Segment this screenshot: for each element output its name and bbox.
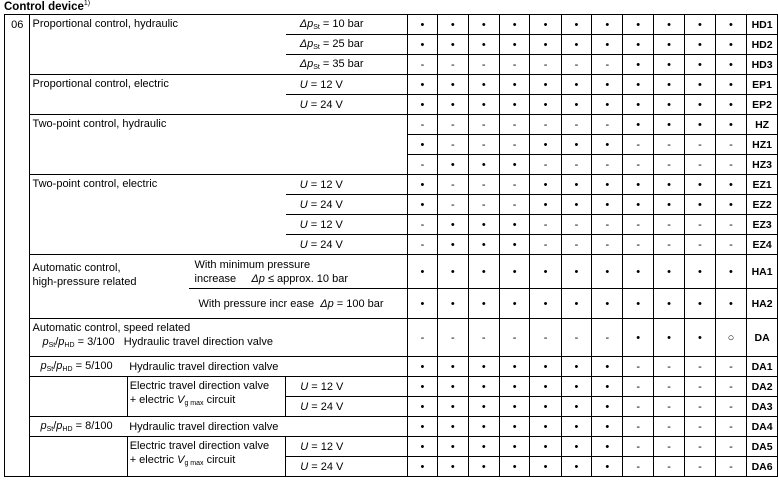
availability-mark: •	[685, 195, 715, 215]
availability-mark: •	[623, 319, 653, 357]
availability-mark: ○	[715, 319, 747, 357]
availability-mark: •	[561, 15, 591, 35]
availability-mark: •	[685, 35, 715, 55]
availability-mark: -	[561, 319, 591, 357]
availability-mark: •	[653, 319, 684, 357]
control-code: HA1	[747, 255, 778, 289]
control-device-table	[4, 14, 778, 477]
availability-mark: •	[561, 175, 591, 195]
availability-mark: •	[468, 75, 499, 95]
da5-valve: Electric travel direction valve + electric $V_{g max}$ circuit	[127, 437, 286, 477]
availability-mark: •	[530, 437, 561, 457]
availability-mark: -	[715, 397, 747, 417]
availability-mark: •	[715, 255, 747, 289]
availability-mark: •	[468, 255, 499, 289]
availability-mark: •	[592, 417, 623, 437]
control-code: EZ3	[747, 215, 778, 235]
availability-mark: -	[653, 235, 684, 255]
availability-mark: •	[561, 195, 591, 215]
availability-mark: •	[438, 35, 468, 55]
availability-mark: •	[468, 377, 499, 397]
availability-mark: -	[438, 195, 468, 215]
availability-mark: •	[407, 357, 437, 377]
availability-mark: •	[438, 235, 468, 255]
availability-mark: •	[499, 437, 529, 457]
availability-mark: -	[653, 377, 684, 397]
availability-mark: -	[653, 417, 684, 437]
control-code: HD1	[747, 15, 778, 35]
control-code: HZ1	[747, 135, 778, 155]
condition-cell: $\Delta p_{St} = 10$ bar	[286, 15, 408, 35]
availability-mark: -	[468, 55, 499, 75]
availability-mark: •	[561, 135, 591, 155]
availability-mark: -	[685, 235, 715, 255]
availability-mark: •	[407, 75, 437, 95]
availability-mark: -	[685, 215, 715, 235]
availability-mark: -	[592, 55, 623, 75]
availability-mark: •	[653, 35, 684, 55]
control-code: HA2	[747, 289, 778, 319]
availability-mark: •	[561, 357, 591, 377]
condition-cell: U = 12 V	[286, 215, 408, 235]
table-row	[5, 175, 778, 195]
availability-mark: •	[561, 255, 591, 289]
availability-mark: -	[653, 215, 684, 235]
availability-mark: -	[623, 397, 653, 417]
availability-mark: •	[685, 75, 715, 95]
availability-mark: -	[715, 235, 747, 255]
availability-mark: •	[623, 195, 653, 215]
availability-mark: •	[438, 397, 468, 417]
availability-mark: •	[468, 235, 499, 255]
availability-mark: -	[438, 115, 468, 135]
availability-mark: •	[530, 15, 561, 35]
availability-mark: -	[685, 135, 715, 155]
availability-mark: -	[592, 319, 623, 357]
availability-mark: •	[623, 55, 653, 75]
availability-mark: •	[438, 357, 468, 377]
availability-mark: •	[561, 437, 591, 457]
availability-mark: -	[530, 155, 561, 175]
availability-mark: •	[623, 255, 653, 289]
table-row	[5, 457, 778, 477]
availability-mark: -	[530, 319, 561, 357]
availability-mark: •	[438, 75, 468, 95]
availability-mark: •	[715, 115, 747, 135]
availability-mark: -	[468, 135, 499, 155]
availability-mark: •	[653, 175, 684, 195]
availability-mark: -	[623, 135, 653, 155]
footnote-ref: 1)	[83, 0, 91, 7]
ha2-condition: With pressure incr ease Δp = 100 bar	[189, 289, 408, 319]
availability-mark: •	[530, 377, 561, 397]
availability-mark: •	[468, 95, 499, 115]
availability-mark: •	[685, 319, 715, 357]
availability-mark: -	[530, 115, 561, 135]
availability-mark: •	[438, 457, 468, 477]
availability-mark: •	[407, 135, 437, 155]
availability-mark: -	[499, 55, 529, 75]
availability-mark: •	[592, 457, 623, 477]
control-code: DA3	[747, 397, 778, 417]
ratio-5-spacer	[30, 397, 127, 417]
availability-mark: •	[530, 95, 561, 115]
availability-mark: •	[499, 255, 529, 289]
table-row	[5, 377, 778, 397]
availability-mark: •	[407, 175, 437, 195]
availability-mark: •	[530, 457, 561, 477]
availability-mark: •	[715, 195, 747, 215]
availability-mark: -	[653, 135, 684, 155]
availability-mark: •	[499, 377, 529, 397]
availability-mark: •	[592, 437, 623, 457]
availability-mark: •	[592, 95, 623, 115]
availability-mark: -	[407, 55, 437, 75]
availability-mark: •	[407, 397, 437, 417]
availability-mark: •	[685, 289, 715, 319]
availability-mark: •	[715, 175, 747, 195]
availability-mark: •	[407, 289, 437, 319]
availability-mark: -	[685, 397, 715, 417]
availability-mark: •	[468, 457, 499, 477]
availability-mark: -	[468, 195, 499, 215]
availability-mark: -	[561, 235, 591, 255]
condition-cell: U = 12 V	[286, 175, 408, 195]
availability-mark: -	[499, 175, 529, 195]
availability-mark: •	[715, 55, 747, 75]
availability-mark: -	[468, 175, 499, 195]
table-row	[5, 75, 778, 95]
availability-mark: -	[407, 235, 437, 255]
availability-mark: -	[623, 155, 653, 175]
availability-mark: •	[407, 95, 437, 115]
availability-mark: •	[715, 35, 747, 55]
availability-mark: -	[653, 457, 684, 477]
condition-cell: $\Delta p_{St} = 35$ bar	[286, 55, 408, 75]
availability-mark: •	[407, 195, 437, 215]
condition-cell: U = 12 V	[286, 437, 408, 457]
availability-mark: -	[653, 437, 684, 457]
availability-mark: •	[407, 437, 437, 457]
group-label-hd: Proportional control, hydraulic	[30, 15, 286, 75]
availability-mark: •	[530, 35, 561, 55]
availability-mark: -	[715, 437, 747, 457]
availability-mark: -	[623, 215, 653, 235]
availability-mark: •	[653, 195, 684, 215]
availability-mark: -	[592, 235, 623, 255]
availability-mark: -	[499, 319, 529, 357]
availability-mark: •	[438, 155, 468, 175]
availability-mark: •	[438, 215, 468, 235]
availability-mark: -	[623, 235, 653, 255]
availability-mark: -	[592, 215, 623, 235]
availability-mark: •	[685, 175, 715, 195]
control-code: EZ2	[747, 195, 778, 215]
availability-mark: •	[438, 15, 468, 35]
condition-cell: U = 24 V	[286, 397, 408, 417]
control-code: HZ3	[747, 155, 778, 175]
availability-mark: •	[561, 377, 591, 397]
availability-mark: -	[685, 155, 715, 175]
availability-mark: -	[561, 115, 591, 135]
availability-mark: -	[438, 319, 468, 357]
availability-mark: •	[623, 95, 653, 115]
table-row	[5, 115, 778, 135]
section-title: Control device$^{1)}$	[4, 0, 91, 13]
availability-mark: •	[499, 15, 529, 35]
availability-mark: -	[407, 319, 437, 357]
availability-mark: •	[592, 255, 623, 289]
availability-mark: •	[468, 289, 499, 319]
availability-mark: •	[685, 255, 715, 289]
availability-mark: -	[685, 417, 715, 437]
ratio-8: $p_{St}/p_{HD} = 8/100$	[30, 417, 127, 437]
availability-mark: -	[623, 457, 653, 477]
availability-mark: •	[468, 155, 499, 175]
availability-mark: •	[715, 75, 747, 95]
table-row	[5, 397, 778, 417]
availability-mark: •	[499, 155, 529, 175]
availability-mark: •	[653, 115, 684, 135]
availability-mark: •	[561, 95, 591, 115]
availability-mark: •	[592, 397, 623, 417]
table-row	[5, 437, 778, 457]
availability-mark: -	[499, 195, 529, 215]
availability-mark: •	[407, 417, 437, 437]
group-label-ep: Proportional control, electric	[30, 75, 286, 115]
control-code: HD2	[747, 35, 778, 55]
availability-mark: •	[592, 135, 623, 155]
availability-mark: •	[438, 377, 468, 397]
availability-mark: -	[407, 115, 437, 135]
control-code: EP2	[747, 95, 778, 115]
availability-mark: -	[592, 155, 623, 175]
availability-mark: •	[653, 15, 684, 35]
control-code: DA1	[747, 357, 778, 377]
table-row	[5, 255, 778, 289]
availability-mark: •	[653, 289, 684, 319]
availability-mark: •	[653, 55, 684, 75]
availability-mark: •	[592, 35, 623, 55]
control-code: HZ	[747, 115, 778, 135]
table-row	[5, 357, 778, 377]
condition-cell: U = 24 V	[286, 235, 408, 255]
condition-cell: U = 12 V	[286, 75, 408, 95]
control-code: EP1	[747, 75, 778, 95]
availability-mark: •	[499, 95, 529, 115]
availability-mark: •	[685, 55, 715, 75]
da2-valve: Electric travel direction valve + electric $V_{g max}$ circuit	[127, 377, 286, 417]
availability-mark: •	[468, 15, 499, 35]
control-code: DA4	[747, 417, 778, 437]
availability-mark: •	[530, 289, 561, 319]
availability-mark: -	[685, 357, 715, 377]
availability-mark: •	[715, 95, 747, 115]
control-code: HD3	[747, 55, 778, 75]
availability-mark: -	[623, 357, 653, 377]
availability-mark: •	[623, 175, 653, 195]
availability-mark: -	[407, 215, 437, 235]
availability-mark: •	[561, 397, 591, 417]
group-label-ha: Automatic control, high-pressure related	[30, 255, 189, 319]
da1-valve: Hydraulic travel direction valve	[127, 357, 407, 377]
condition-cell: U = 24 V	[286, 95, 408, 115]
availability-mark: -	[561, 55, 591, 75]
availability-mark: -	[685, 437, 715, 457]
ratio-5: $p_{St}/p_{HD} = 5/100$	[30, 357, 127, 377]
availability-mark: •	[530, 417, 561, 437]
availability-mark: -	[438, 175, 468, 195]
availability-mark: •	[623, 35, 653, 55]
availability-mark: •	[468, 397, 499, 417]
availability-mark: -	[685, 377, 715, 397]
availability-mark: -	[715, 417, 747, 437]
availability-mark: •	[438, 95, 468, 115]
availability-mark: -	[623, 437, 653, 457]
group-label-ez: Two-point control, electric	[30, 175, 286, 255]
availability-mark: -	[468, 319, 499, 357]
availability-mark: -	[530, 55, 561, 75]
availability-mark: •	[530, 175, 561, 195]
availability-mark: •	[623, 15, 653, 35]
availability-mark: -	[561, 215, 591, 235]
availability-mark: -	[653, 155, 684, 175]
availability-mark: •	[530, 397, 561, 417]
ratio-8-spacer	[30, 457, 127, 477]
availability-mark: •	[592, 357, 623, 377]
availability-mark: •	[407, 15, 437, 35]
control-code: DA	[747, 319, 778, 357]
availability-mark: •	[561, 75, 591, 95]
availability-mark: •	[438, 437, 468, 457]
availability-mark: -	[592, 115, 623, 135]
availability-mark: -	[530, 215, 561, 235]
availability-mark: •	[468, 357, 499, 377]
availability-mark: •	[407, 255, 437, 289]
availability-mark: -	[438, 55, 468, 75]
ratio-5-spacer	[30, 377, 127, 397]
availability-mark: •	[499, 289, 529, 319]
availability-mark: •	[468, 417, 499, 437]
availability-mark: -	[407, 155, 437, 175]
control-code: DA2	[747, 377, 778, 397]
availability-mark: •	[561, 457, 591, 477]
availability-mark: •	[592, 15, 623, 35]
availability-mark: -	[623, 377, 653, 397]
availability-mark: -	[715, 357, 747, 377]
availability-mark: •	[530, 135, 561, 155]
control-code: EZ4	[747, 235, 778, 255]
availability-mark: •	[438, 417, 468, 437]
availability-mark: -	[468, 115, 499, 135]
availability-mark: •	[499, 215, 529, 235]
availability-mark: •	[499, 235, 529, 255]
availability-mark: •	[623, 115, 653, 135]
availability-mark: •	[530, 75, 561, 95]
availability-mark: •	[561, 417, 591, 437]
availability-mark: -	[715, 457, 747, 477]
group-label-da: Automatic control, speed related $p_{St}/p_{HD} = 3/100$ Hydraulic travel direction valve	[30, 319, 407, 357]
availability-mark: -	[715, 377, 747, 397]
availability-mark: •	[653, 255, 684, 289]
availability-mark: -	[530, 235, 561, 255]
availability-mark: •	[715, 15, 747, 35]
control-code: DA6	[747, 457, 778, 477]
availability-mark: •	[685, 15, 715, 35]
availability-mark: •	[561, 289, 591, 319]
availability-mark: •	[592, 289, 623, 319]
availability-mark: -	[623, 417, 653, 437]
group-label-hz: Two-point control, hydraulic	[30, 115, 407, 175]
control-code: EZ1	[747, 175, 778, 195]
availability-mark: •	[623, 75, 653, 95]
availability-mark: -	[715, 215, 747, 235]
availability-mark: •	[685, 95, 715, 115]
condition-cell: U = 12 V	[286, 377, 408, 397]
availability-mark: •	[653, 95, 684, 115]
availability-mark: •	[623, 289, 653, 319]
availability-mark: •	[592, 175, 623, 195]
availability-mark: •	[715, 289, 747, 319]
availability-mark: •	[499, 417, 529, 437]
availability-mark: •	[407, 457, 437, 477]
availability-mark: -	[685, 457, 715, 477]
condition-cell: $\Delta p_{St} = 25$ bar	[286, 35, 408, 55]
availability-mark: -	[653, 357, 684, 377]
availability-mark: •	[407, 377, 437, 397]
availability-mark: •	[561, 35, 591, 55]
availability-mark: -	[499, 115, 529, 135]
option-number: 06	[5, 15, 30, 477]
availability-mark: •	[592, 195, 623, 215]
availability-mark: •	[499, 35, 529, 55]
availability-mark: -	[499, 135, 529, 155]
da4-valve: Hydraulic travel direction valve	[127, 417, 407, 437]
table-row	[5, 15, 778, 35]
condition-cell: U = 24 V	[286, 457, 408, 477]
ha1-condition: With minimum pressure increase Δp ≤ approx. 10 bar	[189, 255, 408, 289]
availability-mark: •	[530, 255, 561, 289]
availability-mark: -	[715, 135, 747, 155]
availability-mark: •	[468, 437, 499, 457]
availability-mark: •	[407, 35, 437, 55]
condition-cell: U = 24 V	[286, 195, 408, 215]
table-row	[5, 417, 778, 437]
availability-mark: •	[438, 255, 468, 289]
availability-mark: •	[438, 289, 468, 319]
availability-mark: •	[468, 35, 499, 55]
availability-mark: •	[499, 397, 529, 417]
availability-mark: -	[653, 397, 684, 417]
ratio-8-spacer	[30, 437, 127, 457]
table-row	[5, 319, 778, 357]
availability-mark: •	[530, 357, 561, 377]
availability-mark: •	[592, 75, 623, 95]
availability-mark: •	[468, 215, 499, 235]
control-code: DA5	[747, 437, 778, 457]
availability-mark: -	[438, 135, 468, 155]
availability-mark: -	[715, 155, 747, 175]
availability-mark: •	[592, 377, 623, 397]
availability-mark: •	[530, 195, 561, 215]
availability-mark: •	[653, 75, 684, 95]
availability-mark: •	[685, 115, 715, 135]
availability-mark: •	[499, 75, 529, 95]
availability-mark: •	[499, 457, 529, 477]
availability-mark: •	[499, 357, 529, 377]
availability-mark: -	[561, 155, 591, 175]
